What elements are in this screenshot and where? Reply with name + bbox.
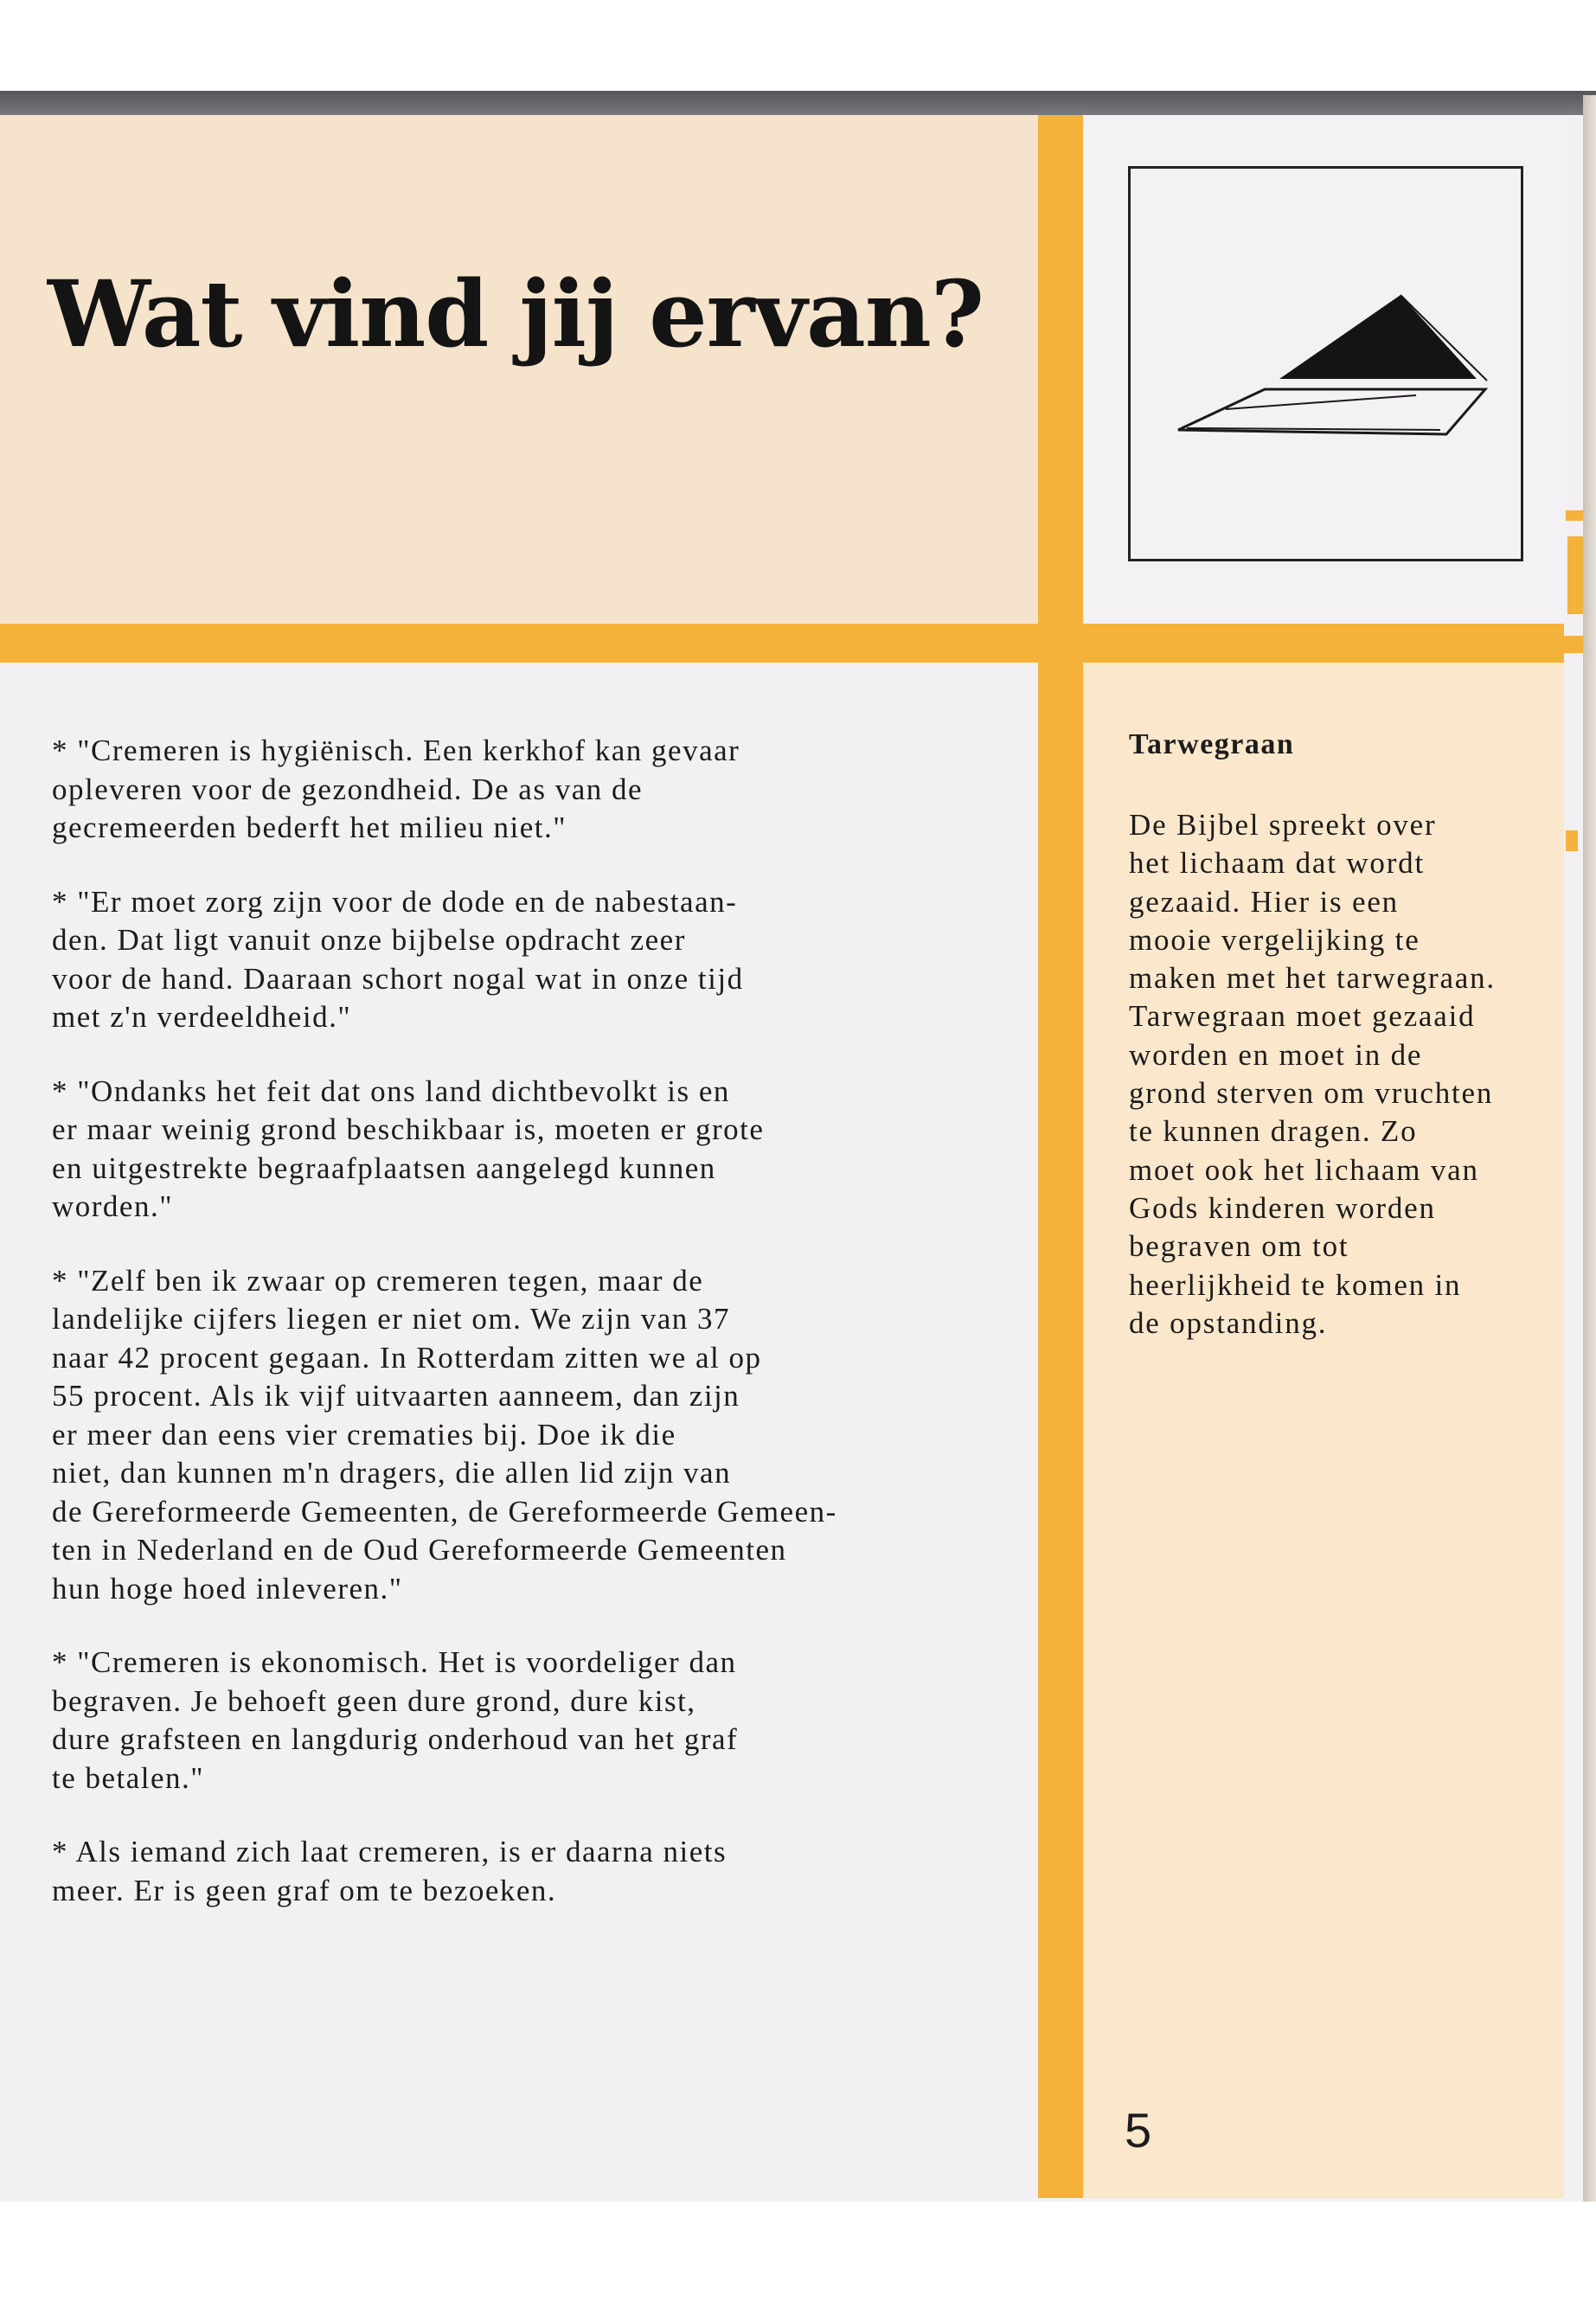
quote-paragraph: * "Er moet zorg zijn voor de dode en de nabestaan- den. Dat ligt vanuit onze bijbelse opdracht zeer voor de hand. Daaraan schort nogal wat in onze tijd met z'n verdeeldheid." [52, 884, 744, 1034]
scan-bottom-margin [0, 2202, 1596, 2301]
quote-paragraph: * "Cremeren is hygiënisch. Een kerkhof kan gevaar opleveren voor de gezondheid. De as van de gecremeerden bederft het milieu niet." [52, 734, 740, 844]
accent-bar-edge [1564, 636, 1583, 653]
scan-top-margin [0, 0, 1596, 91]
book-edge-strip [0, 91, 1596, 115]
pyramid-shape [1279, 295, 1477, 379]
quote-paragraph: * "Zelf ben ik zwaar op cremeren tegen, maar de landelijke cijfers liegen er niet om. We zijn van 37 naar 42 procent gegaan. In Rotterdam zitten we al op 55 procent. Als ik vijf uitvaarten aanneem, dan zijn er meer dan eens vier crematies bij. Doe ik die niet, dan kunnen m'n dragers, die allen lid zijn van de Gereformeerde Gemeenten, de Gereformeerde Gemeen- ten in Nederland en de Oud Gereformeerde Gemeenten hun hoge hoed inleveren." [52, 1263, 837, 1606]
sidebar-heading: Tarwegraan [1129, 728, 1295, 760]
quote-paragraph: * "Cremeren is ekonomisch. Het is voordeliger dan begraven. Je behoeft geen dure grond, dure kist, dure grafsteen en langdurig onderhoud van het graf te betalen." [52, 1645, 739, 1795]
plane-outline [1178, 389, 1485, 434]
edge-mark [1567, 536, 1583, 614]
sidebar-text: De Bijbel spreekt over het lichaam dat wordt gezaaid. Hier is een mooie vergelijking te maken met het tarwegraan. Tarwegraan moet gezaaid worden en moet in de grond sterven om vruchten te kunnen dragen. Zo moet ook het lichaam van Gods kinderen worden begraven om tot heerlijkheid te komen in de opstanding. [1129, 808, 1496, 1340]
logo-box [1128, 166, 1523, 561]
page-title: Wat vind jij ervan? [48, 260, 984, 368]
quotes-column [52, 732, 1021, 1945]
pyramid-plane-icon [1131, 169, 1521, 559]
page-number: 5 [1125, 2103, 1152, 2157]
horizontal-accent-bar [0, 624, 1564, 663]
plane-inner-line [1226, 395, 1416, 409]
page-right-edge [1583, 95, 1596, 2206]
header-panel [0, 115, 1038, 624]
quote-paragraph: * Als iemand zich laat cremeren, is er daarna niets meer. Er is geen graf om te bezoeken. [52, 1835, 727, 1907]
vertical-accent-bar [1038, 115, 1083, 2198]
edge-mark [1566, 510, 1583, 521]
edge-mark [1566, 830, 1578, 851]
quote-paragraph: * "Ondanks het feit dat ons land dichtbevolkt is en er maar weinig grond beschikbaar is, moeten er grote en uitgestrekte begraafplaatsen aangelegd kunnen worden." [52, 1074, 765, 1223]
